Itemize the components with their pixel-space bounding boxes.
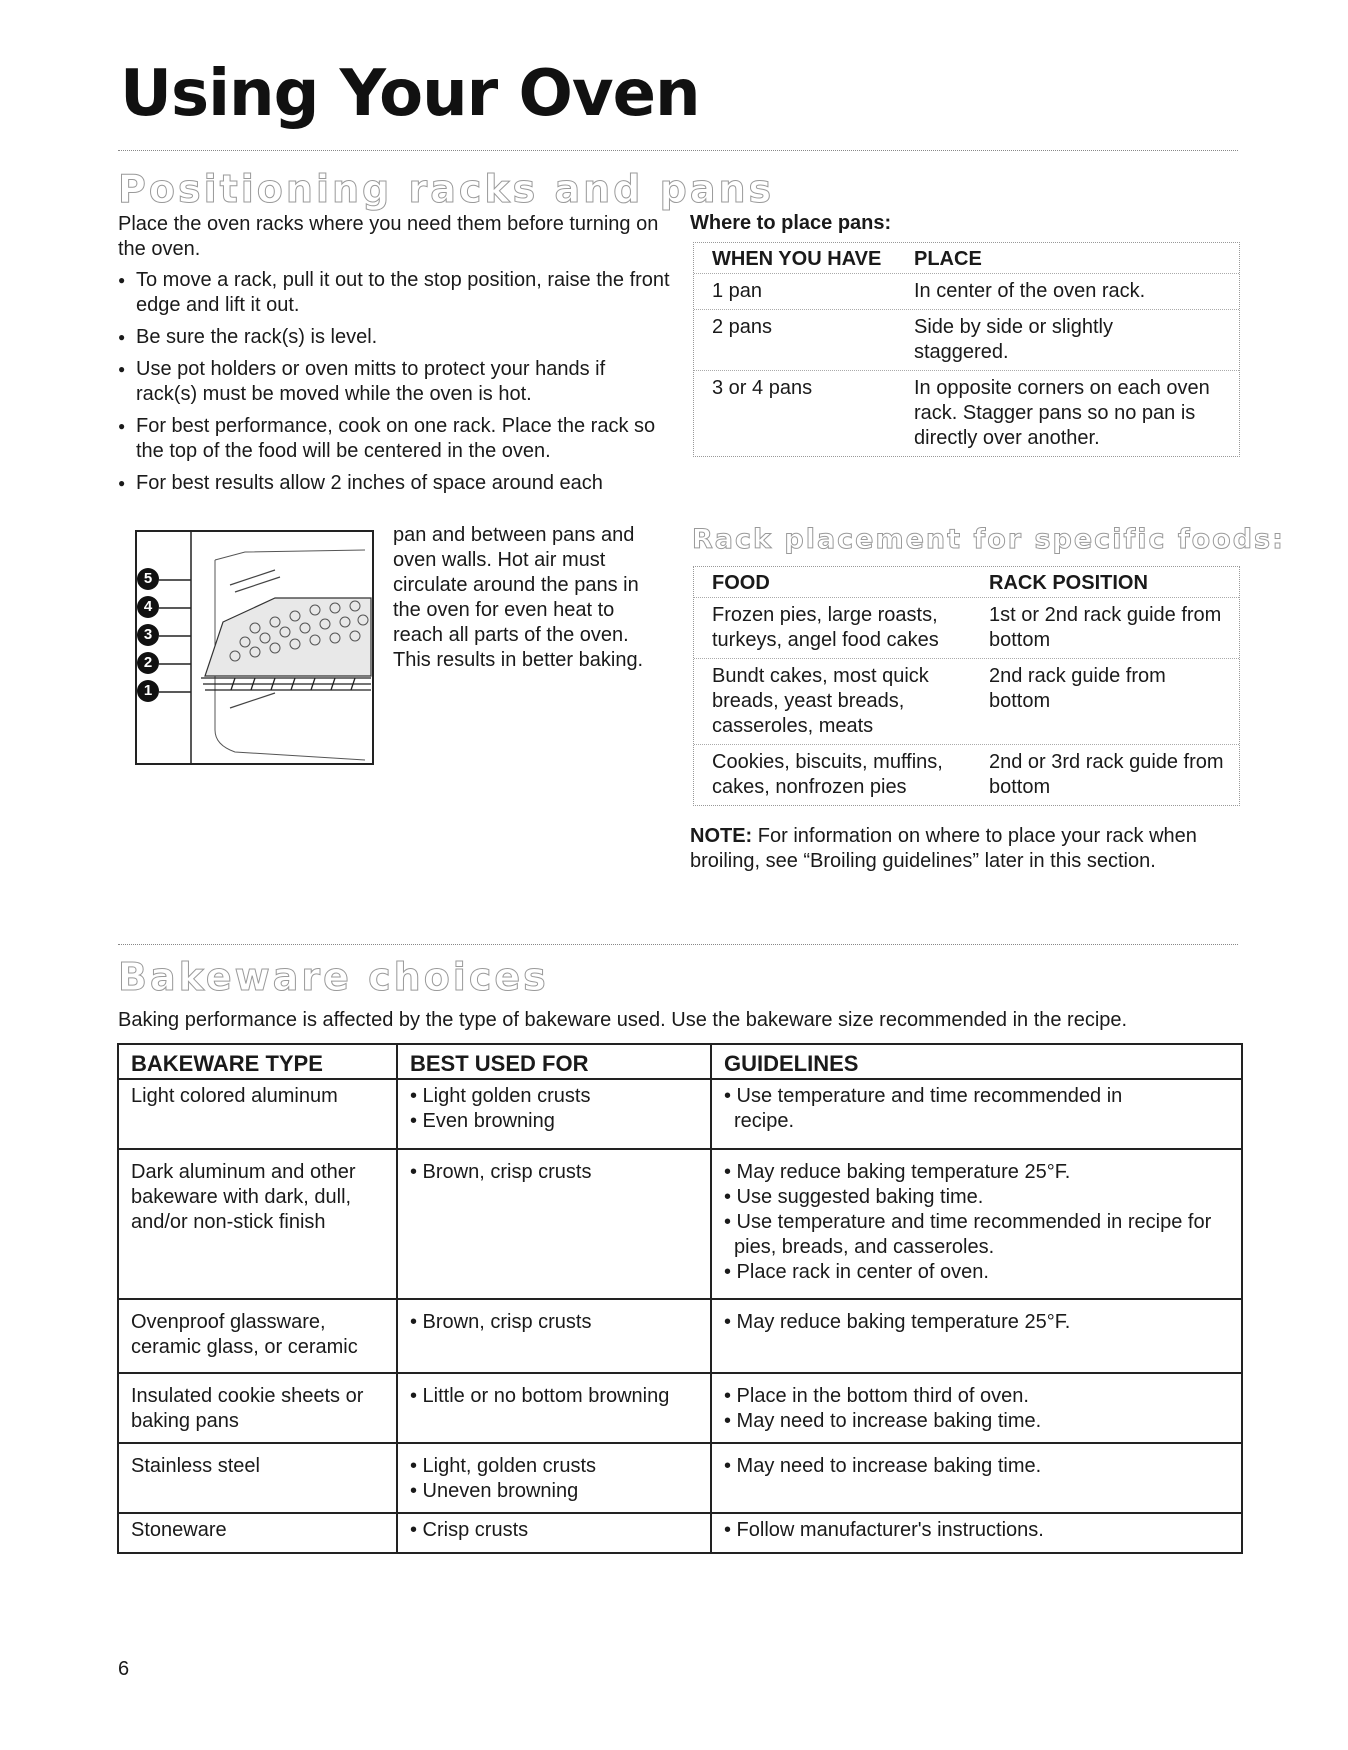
best-used-item: • Even browning <box>410 1110 555 1132</box>
bakeware-intro: Baking performance is affected by the type of bakeware used. Use the bakeware size recommended in the recipe. <box>118 1009 1128 1031</box>
column-header: WHEN YOU HAVE <box>712 248 882 270</box>
page-title: Using Your Oven <box>120 57 700 131</box>
note-label: NOTE: <box>690 825 753 847</box>
bullet-continuation: pan and between pans and oven walls. Hot air must circulate around the pans in the oven for even heat to reach all parts of the oven. This results in better baking. <box>393 524 644 671</box>
bakeware-type-cell: Dark aluminum and other bakeware with dark, dull, and/or non-stick finish <box>118 1149 397 1299</box>
position-cell: 2nd rack guide from bottom <box>989 665 1166 712</box>
page-number: 6 <box>118 1658 130 1680</box>
column-header: GUIDELINES <box>711 1044 1242 1079</box>
table-header-row <box>694 567 1239 598</box>
guideline-item: • May need to increase baking time. <box>724 1410 1042 1432</box>
bullet-item: ● Use pot holders or oven mitts to protect your hands if rack(s) must be moved while the oven is hot. <box>118 357 670 407</box>
place-cell: Side by side or slightly staggered. <box>914 316 1113 363</box>
guidelines-cell <box>711 1513 1242 1553</box>
table-header-row <box>118 1044 1242 1079</box>
positioning-heading: Positioning racks and pans <box>118 167 775 211</box>
rack-number-3: 3 <box>137 624 159 646</box>
oven-diagram-illustration <box>135 530 375 766</box>
guidelines-cell <box>711 1079 1242 1149</box>
guideline-item: • Use temperature and time recommended in recipe for pies, breads, and casseroles. <box>724 1211 1212 1258</box>
table-row <box>118 1149 1242 1299</box>
position-cell: 1st or 2nd rack guide from bottom <box>989 604 1222 651</box>
guideline-item: • May need to increase baking time. <box>724 1455 1042 1477</box>
best-used-item: • Light golden crusts <box>410 1085 591 1107</box>
bakeware-type-cell: Light colored aluminum <box>118 1079 397 1149</box>
oven-rack-diagram <box>135 530 375 766</box>
rack-number-2: 2 <box>137 652 159 674</box>
broiling-note <box>690 824 1210 874</box>
best-used-item: • Uneven browning <box>410 1480 579 1502</box>
rack-number-4: 4 <box>137 596 159 618</box>
bakeware-type-cell: Ovenproof glassware, ceramic glass, or ceramic <box>118 1299 397 1373</box>
position-cell: 2nd or 3rd rack guide from bottom <box>989 751 1224 798</box>
best-used-cell <box>397 1079 711 1149</box>
place-cell: In center of the oven rack. <box>914 280 1146 302</box>
bullet-item: ● To move a rack, pull it out to the stop position, raise the front edge and lift it out. <box>118 268 670 318</box>
bakeware-type-cell: Stainless steel <box>118 1443 397 1513</box>
table-row <box>694 745 1239 805</box>
column-header: PLACE <box>914 248 982 270</box>
have-cell: 3 or 4 pans <box>712 377 813 399</box>
guideline-item: • Place in the bottom third of oven. <box>724 1385 1029 1407</box>
best-used-item: • Little or no bottom browning <box>410 1385 670 1407</box>
column-header: BAKEWARE TYPE <box>118 1044 397 1079</box>
title-divider <box>118 150 1238 151</box>
guideline-item: • May reduce baking temperature 25°F. <box>724 1161 1071 1183</box>
table-row <box>694 274 1239 310</box>
rack-number-1: 1 <box>137 680 159 702</box>
guidelines-cell <box>711 1443 1242 1513</box>
column-header: FOOD <box>712 572 770 594</box>
guidelines-cell <box>711 1373 1242 1443</box>
positioning-bullets <box>118 268 670 496</box>
guideline-item: • Use temperature and time recommended in recipe. <box>724 1085 1123 1132</box>
best-used-cell <box>397 1299 711 1373</box>
rack-placement-table <box>693 566 1240 806</box>
where-to-place-table <box>693 242 1240 457</box>
column-header: RACK POSITION <box>989 572 1148 594</box>
rack-number-5: 5 <box>137 568 159 590</box>
section-divider <box>118 944 1238 945</box>
best-used-cell <box>397 1513 711 1553</box>
guidelines-cell <box>711 1299 1242 1373</box>
best-used-cell <box>397 1149 711 1299</box>
positioning-text <box>118 212 670 503</box>
best-used-item: • Brown, crisp crusts <box>410 1161 592 1183</box>
bakeware-table <box>117 1043 1243 1554</box>
table-header-row <box>694 243 1239 274</box>
rack-placement-heading: Rack placement for specific foods: <box>692 524 1285 555</box>
note-text: For information on where to place your rack when broiling, see “Broiling guidelines” later in this section. <box>690 825 1197 872</box>
positioning-intro: Place the oven racks where you need them before turning on the oven. <box>118 213 659 260</box>
table-row <box>118 1513 1242 1553</box>
table-row <box>118 1373 1242 1443</box>
best-used-item: • Crisp crusts <box>410 1519 529 1541</box>
column-header: BEST USED FOR <box>397 1044 711 1079</box>
bakeware-heading: Bakeware choices <box>118 955 549 999</box>
table-row <box>694 598 1239 659</box>
guideline-item: • Use suggested baking time. <box>724 1186 984 1208</box>
best-used-cell <box>397 1373 711 1443</box>
bullet-item: ● For best performance, cook on one rack. Place the rack so the top of the food will be centered in the oven. <box>118 414 670 464</box>
table-row <box>118 1299 1242 1373</box>
table-row <box>694 310 1239 371</box>
guideline-item: • Place rack in center of oven. <box>724 1261 989 1283</box>
bakeware-type-cell: Stoneware <box>118 1513 397 1553</box>
best-used-item: • Light, golden crusts <box>410 1455 596 1477</box>
bullet-item: ● For best results allow 2 inches of space around each <box>118 471 670 496</box>
where-to-place-label: Where to place pans: <box>690 212 892 234</box>
food-cell: Frozen pies, large roasts, turkeys, angel food cakes <box>712 604 939 651</box>
bakeware-type-cell: Insulated cookie sheets or baking pans <box>118 1373 397 1443</box>
best-used-item: • Brown, crisp crusts <box>410 1311 592 1333</box>
bullet-item: ● Be sure the rack(s) is level. <box>118 325 670 350</box>
guideline-item: • Follow manufacturer's instructions. <box>724 1519 1044 1541</box>
table-row <box>118 1079 1242 1149</box>
table-row <box>118 1443 1242 1513</box>
have-cell: 1 pan <box>712 280 763 302</box>
place-cell: In opposite corners on each oven rack. Stagger pans so no pan is directly over another. <box>914 377 1210 449</box>
table-row <box>694 371 1239 456</box>
have-cell: 2 pans <box>712 316 773 338</box>
guidelines-cell <box>711 1149 1242 1299</box>
guideline-item: • May reduce baking temperature 25°F. <box>724 1311 1071 1333</box>
table-row <box>694 659 1239 745</box>
best-used-cell <box>397 1443 711 1513</box>
food-cell: Cookies, biscuits, muffins, cakes, nonfrozen pies <box>712 751 943 798</box>
food-cell: Bundt cakes, most quick breads, yeast breads, casseroles, meats <box>712 665 929 737</box>
